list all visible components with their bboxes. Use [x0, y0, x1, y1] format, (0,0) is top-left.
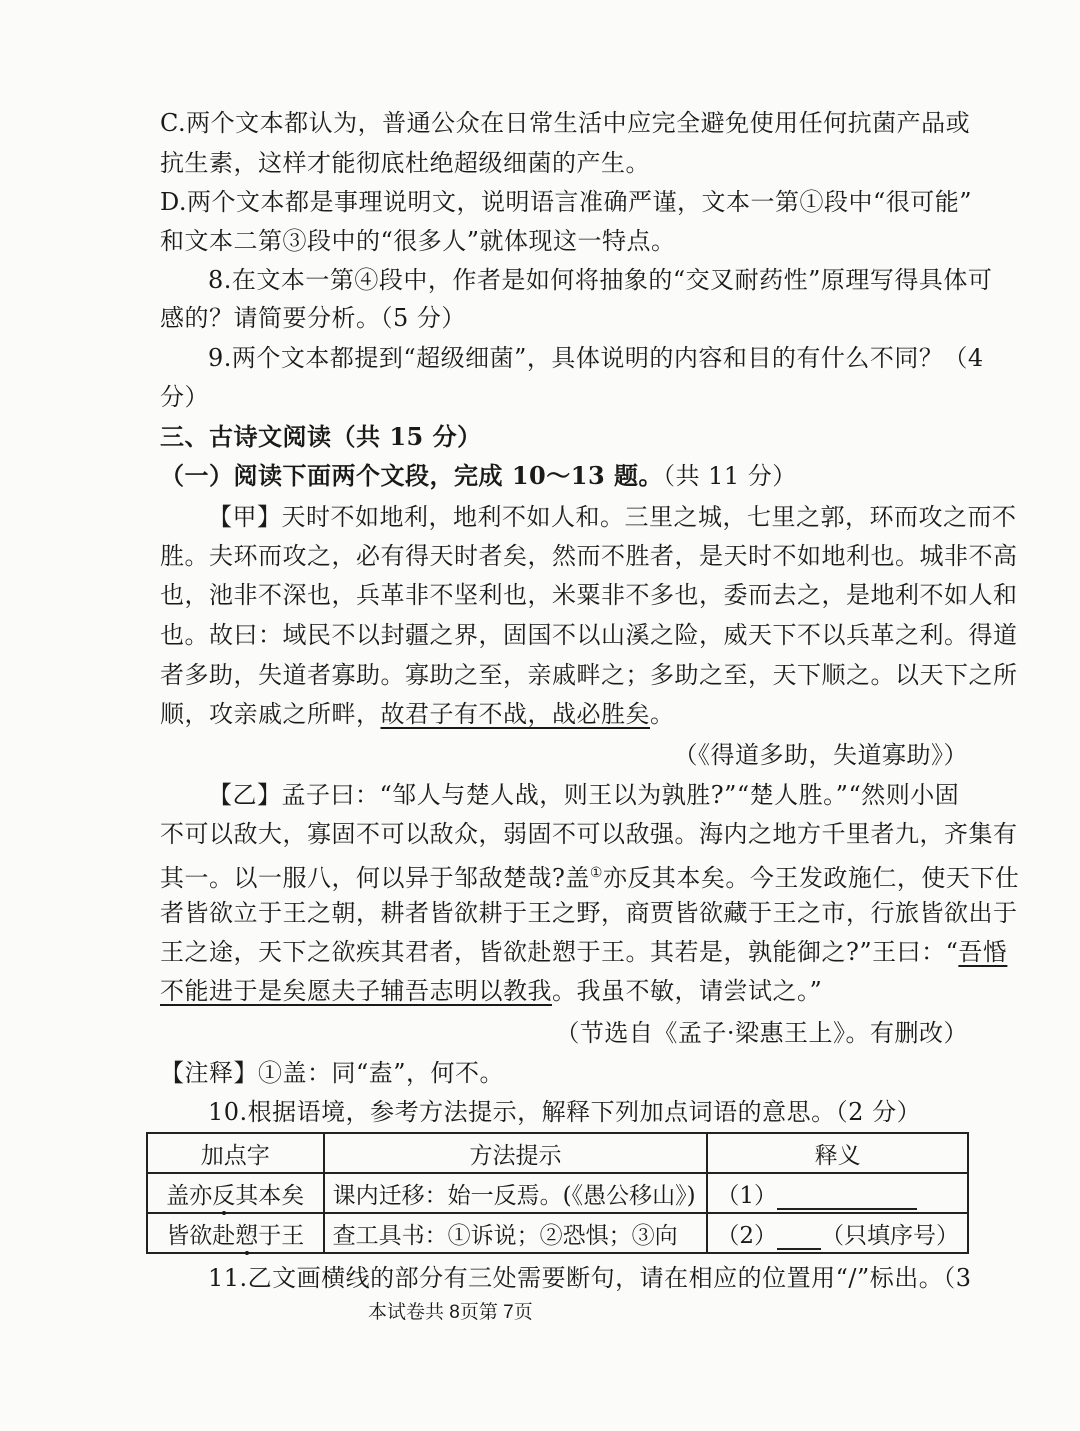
section-3-heading: 三、古诗文阅读（共 15 分）	[160, 422, 482, 451]
period: 。	[650, 700, 675, 728]
question-8-line-2: 感的？请简要分析。（5 分）	[160, 304, 466, 332]
subsection-1-points: （共 11 分）	[663, 462, 797, 490]
question-9-line-2: 分）	[160, 383, 209, 411]
dotted-char: 反	[212, 1182, 236, 1209]
word-text: 其本矣	[235, 1182, 305, 1209]
passage-b-line-5	[160, 937, 1007, 967]
annotation: 【注释】①盖：同“盍”，何不。	[160, 1059, 505, 1087]
table-header-row	[147, 1133, 968, 1173]
option-c-line-1: C.两个文本都认为，普通公众在日常生活中应完全避免使用任何抗菌产品或	[160, 109, 971, 137]
passage-a-source: （《得道多助，失道寡助》）	[673, 741, 968, 769]
answer-cell	[707, 1173, 968, 1213]
answer-blank[interactable]	[777, 1184, 917, 1210]
passage-b-text: 其一。以一服八，何以异于邹敌楚哉?盖	[160, 864, 590, 892]
answer-label: （2）	[716, 1222, 777, 1249]
option-c-line-2: 抗生素，这样才能彻底杜绝超级细菌的产生。	[160, 149, 650, 177]
passage-b-text-end: 。我虽不敏，请尝试之。”	[552, 977, 823, 1005]
passage-b-line-1: 【乙】孟子曰：“邹人与楚人战，则王以为孰胜?”“楚人胜。”“然则小固	[208, 781, 960, 809]
passage-b-line-3	[160, 858, 1019, 893]
underlined-sentence-b: 不能进于是矣愿夫子辅吾志明以教我	[160, 977, 552, 1005]
passage-b-source: （节选自《孟子·梁惠王上》。有删改）	[555, 1019, 968, 1047]
question-11: 11.乙文画横线的部分有三处需要断句，请在相应的位置用“/”标出。（3	[208, 1264, 972, 1292]
passage-b-line-6	[160, 976, 822, 1006]
word-text: 盖亦	[166, 1182, 213, 1209]
passage-a-line-2: 胜。夫环而攻之，必有得天时者矣，然而不胜者，是天时不如地利也。城非不高	[160, 542, 1018, 570]
option-d-line-2: 和文本二第③段中的“很多人”就体现这一特点。	[160, 227, 676, 255]
underlined-sentence-b-start: 吾惛	[958, 938, 1008, 966]
question-9-line-1: 9.两个文本都提到“超级细菌”，具体说明的内容和目的有什么不同？（4	[208, 344, 984, 372]
option-d-line-1: D.两个文本都是事理说明文，说明语言准确严谨，文本一第①段中“很可能”	[160, 188, 973, 216]
answer-blank[interactable]	[777, 1224, 821, 1250]
word-text: 皆欲赴	[166, 1222, 236, 1249]
header-hint: 方法提示	[324, 1133, 708, 1173]
hint-cell: 课内迁移：始一反焉。(《愚公移山》)	[324, 1173, 708, 1213]
word-cell	[147, 1173, 324, 1213]
hint-cell: 查工具书：①诉说；②恐惧；③向	[324, 1213, 708, 1253]
footnote-marker: ①	[589, 865, 603, 881]
subsection-1-title: （一）阅读下面两个文段，完成 10～13 题。	[160, 461, 664, 490]
passage-b-text-cont: 亦反其本矣。今王发政施仁，使天下仕	[602, 864, 1020, 892]
passage-a-line-5: 者多助，失道者寡助。寡助之至，亲戚畔之；多助之至，天下顺之。以天下之所	[160, 661, 1018, 689]
passage-a-line-3: 也，池非不深也，兵革非不坚利也，米粟非不多也，委而去之，是地利不如人和	[160, 581, 1018, 609]
subsection-1-heading	[160, 461, 797, 491]
header-word: 加点字	[147, 1133, 324, 1173]
question-8-line-1: 8.在文本一第④段中，作者是如何将抽象的“交叉耐药性”原理写得具体可	[208, 266, 993, 294]
vocab-table	[146, 1132, 969, 1254]
passage-a-line-4: 也。故曰：域民不以封疆之界，固国不以山溪之险，威天下不以兵革之利。得道	[160, 621, 1018, 649]
question-10: 10.根据语境，参考方法提示，解释下列加点词语的意思。（2 分）	[208, 1098, 922, 1126]
word-text: 于王	[258, 1222, 305, 1249]
passage-a-text: 顺，攻亲戚之所畔，	[160, 700, 381, 728]
dotted-char: 愬	[235, 1222, 259, 1249]
passage-b-text: 王之途，天下之欲疾其君者，皆欲赴愬于王。其若是，孰能御之?”王曰：“	[160, 938, 959, 966]
answer-cell	[707, 1213, 968, 1253]
answer-note: （只填序号）	[821, 1222, 959, 1249]
word-cell	[147, 1213, 324, 1253]
answer-label: （1）	[716, 1182, 777, 1209]
header-meaning: 释义	[707, 1133, 968, 1173]
table-row	[147, 1173, 968, 1213]
page-footer: 本试卷共 8页第 7页	[368, 1302, 533, 1323]
passage-b-line-2: 不可以敌大，寡固不可以敌众，弱固不可以敌强。海内之地方千里者九，齐集有	[160, 820, 1018, 848]
passage-a-line-1: 【甲】天时不如地利，地利不如人和。三里之城，七里之郭，环而攻之而不	[208, 503, 1017, 531]
underlined-sentence-a: 故君子有不战，战必胜矣	[380, 700, 650, 728]
passage-b-line-4: 者皆欲立于王之朝，耕者皆欲耕于王之野，商贾皆欲藏于王之市，行旅皆欲出于	[160, 899, 1018, 927]
table-row	[147, 1213, 968, 1253]
passage-a-line-6	[160, 699, 675, 729]
